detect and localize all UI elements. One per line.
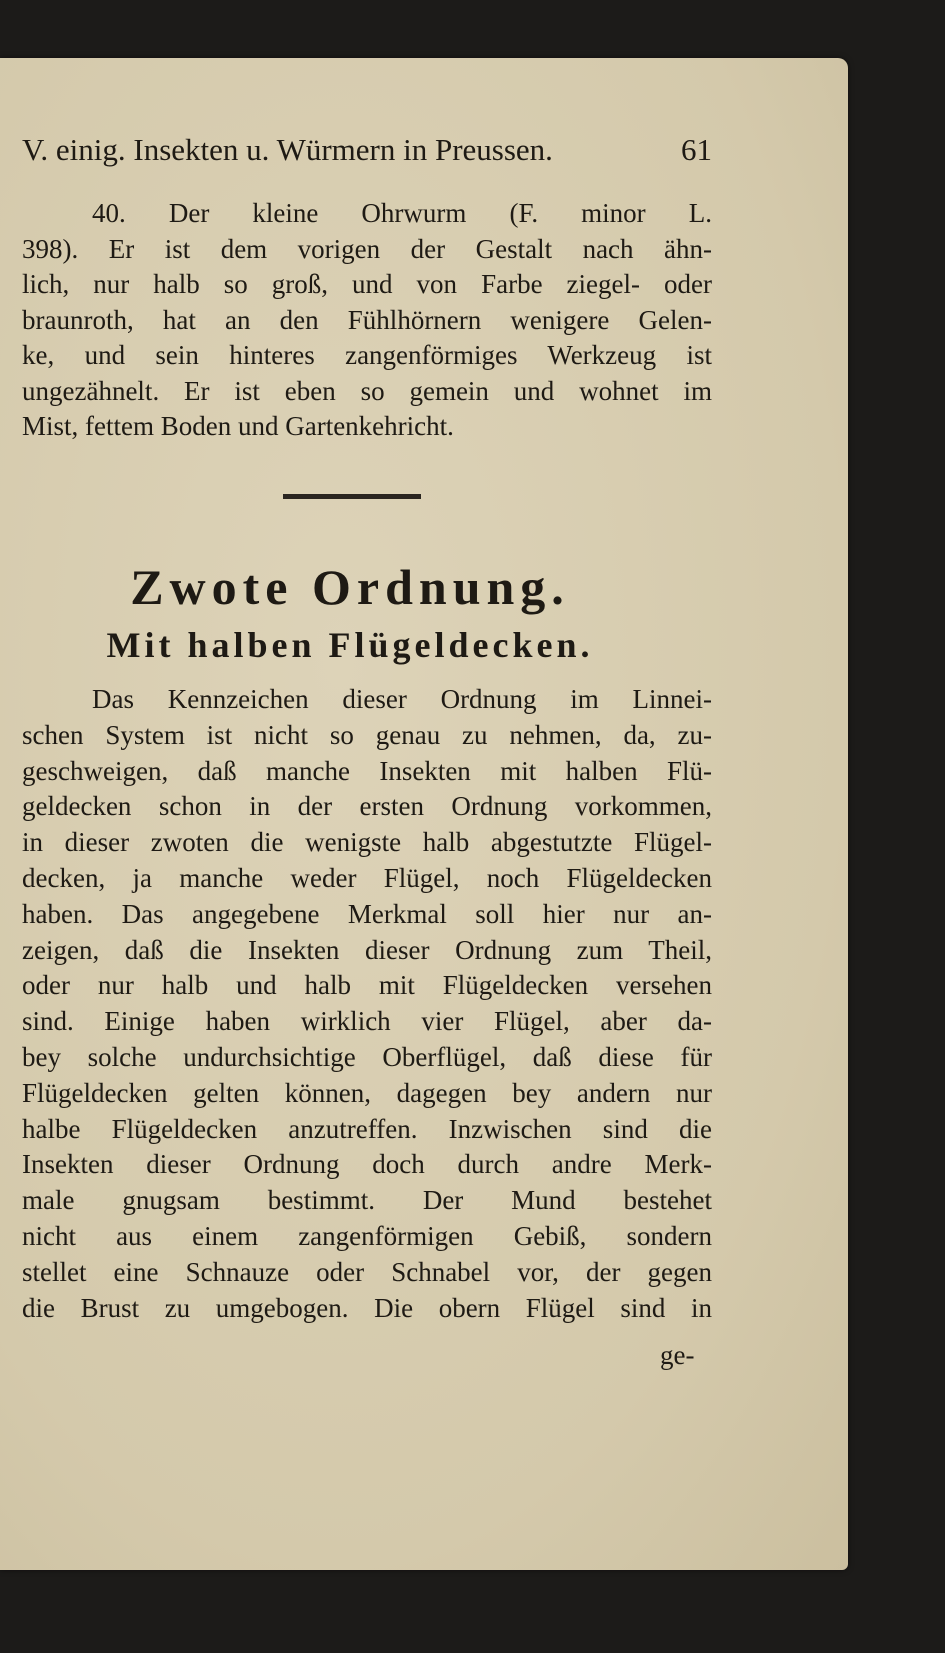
text-line: oder nur halb und halb mit Flügeldecken versehen bbox=[22, 970, 712, 1001]
section-divider bbox=[283, 494, 421, 499]
text-line: geldecken schon in der ersten Ordnung vorkommen, bbox=[22, 791, 712, 822]
text-line: braunroth, hat an den Fühlhörnern wenigere Gelen- bbox=[22, 304, 712, 335]
section-title: Zwote Ordnung. bbox=[130, 559, 570, 615]
text-line: zeigen, daß die Insekten dieser Ordnung zum Theil, bbox=[22, 934, 712, 965]
catchword: ge- bbox=[660, 1340, 695, 1370]
text-line: lich, nur halb so groß, und von Farbe ziegel- oder bbox=[22, 269, 712, 299]
text-line: nicht aus einem zangenförmigen Gebiß, sondern bbox=[22, 1221, 712, 1251]
page-number: 61 bbox=[681, 132, 712, 167]
text-line: ke, und sein hinteres zangenförmiges Werkzeug ist bbox=[22, 340, 712, 370]
text-line: schen System ist nicht so genau zu nehmen, da, zu- bbox=[22, 719, 712, 750]
text-line: bey solche undurchsichtige Oberflügel, daß diese für bbox=[22, 1042, 712, 1072]
text-line: halbe Flügeldecken anzutreffen. Inzwischen sind die bbox=[22, 1113, 712, 1144]
running-title: V. einig. Insekten u. Würmern in Preussen. bbox=[22, 132, 553, 167]
text-line: Insekten dieser Ordnung doch durch andre Merk- bbox=[22, 1149, 712, 1180]
running-header bbox=[22, 132, 712, 168]
text-line: decken, ja manche weder Flügel, noch Flügeldecken bbox=[22, 863, 712, 893]
section-subtitle: Mit halben Flügeldecken. bbox=[106, 625, 594, 665]
text-line: stellet eine Schnauze oder Schnabel vor, der gegen bbox=[22, 1256, 712, 1287]
text-line: die Brust zu umgebogen. Die obern Flügel sind in bbox=[22, 1292, 712, 1323]
text-line: 40. Der kleine Ohrwurm (F. minor L. bbox=[92, 198, 712, 228]
text-line: Flügeldecken gelten können, dagegen bey andern nur bbox=[22, 1077, 712, 1108]
text-line: 398). Er ist dem vorigen der Gestalt nach ähn- bbox=[22, 233, 712, 264]
text-line: sind. Einige haben wirklich vier Flügel, aber da- bbox=[22, 1006, 712, 1037]
text-line: in dieser zwoten die wenigste halb abgestutzte Flügel- bbox=[22, 827, 712, 858]
text-line: male gnugsam bestimmt. Der Mund bestehet bbox=[22, 1185, 712, 1216]
text-line: haben. Das angegebene Merkmal soll hier nur an- bbox=[22, 898, 712, 929]
book-page bbox=[0, 58, 848, 1570]
text-line: ungezähnelt. Er ist eben so gemein und wohnet im bbox=[22, 375, 712, 406]
text-line: Mist, fettem Boden und Gartenkehricht. bbox=[22, 411, 454, 441]
text-line: geschweigen, daß manche Insekten mit halben Flü- bbox=[22, 755, 712, 786]
text-line: Das Kennzeichen dieser Ordnung im Linnei- bbox=[92, 684, 712, 714]
